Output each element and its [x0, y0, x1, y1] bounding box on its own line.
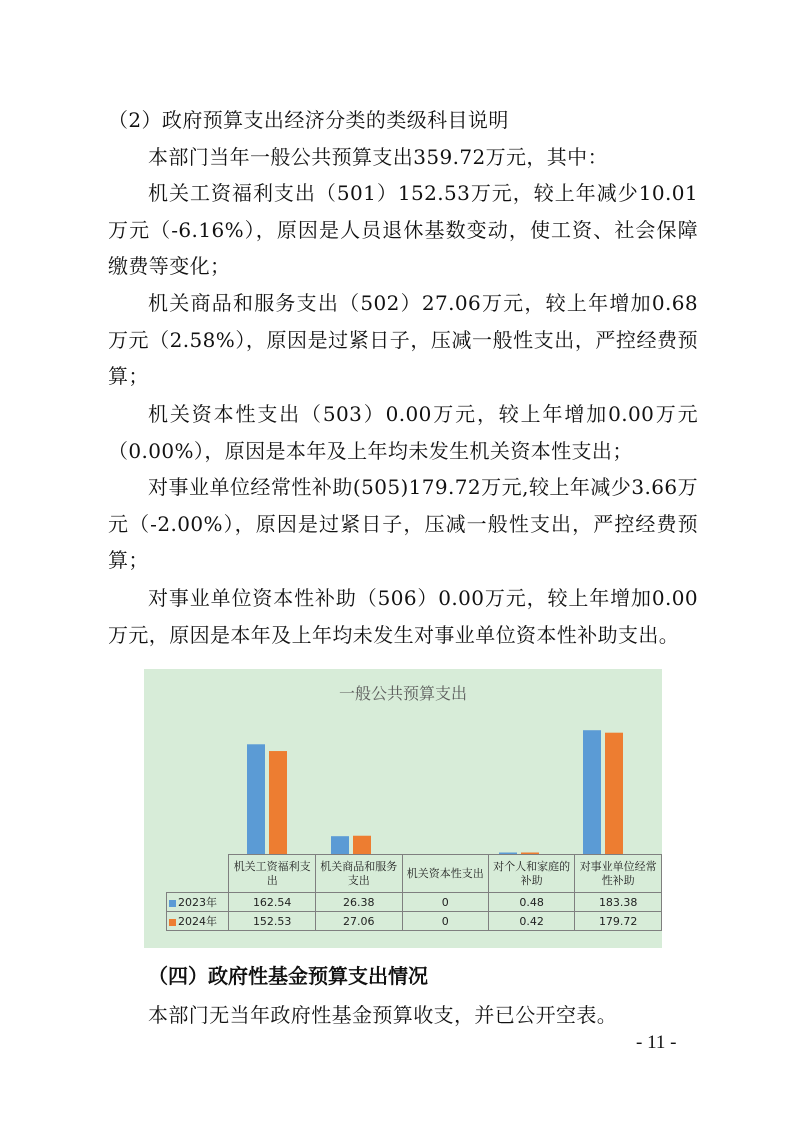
- paragraph-506: 对事业单位资本性补助（506）0.00万元，较上年增加0.00万元，原因是本年及上年均未发生对事业单位资本性补助支出。: [108, 586, 698, 647]
- paragraph-505: 对事业单位经常性补助(505)179.72万元,较上年减少3.66万元（-2.00%），原因是过紧日子，压减一般性支出，严控经费预算；: [108, 475, 698, 572]
- data-label: 183.38: [575, 893, 662, 912]
- data-label: 27.06: [315, 912, 402, 931]
- bar-2024年-1: [269, 751, 287, 854]
- data-label: 0: [402, 912, 488, 931]
- data-label: 0.48: [488, 893, 574, 912]
- category-label: 机关商品和服务支出: [315, 855, 402, 893]
- paragraph-502: 机关商品和服务支出（502）27.06万元，较上年增加0.68万元（2.58%），原因是过紧日子，压减一般性支出，严控经费预算；: [108, 291, 698, 388]
- chart-data-table: [166, 854, 662, 931]
- chart-title: 一般公共预算支出: [338, 684, 467, 703]
- category-label: 对个人和家庭的补助: [488, 855, 574, 893]
- section-heading: （四）政府性基金预算支出情况: [148, 964, 428, 988]
- data-label: 179.72: [575, 912, 662, 931]
- intro-paragraph: 本部门当年一般公共预算支出359.72万元，其中：: [148, 145, 608, 169]
- legend-label: 2023年: [178, 896, 217, 909]
- table-row-2024: [167, 912, 662, 931]
- data-label: 0: [402, 893, 488, 912]
- table-row-2023: [167, 893, 662, 912]
- legend-label: 2024年: [178, 915, 217, 928]
- paragraph-501: 机关工资福利支出（501）152.53万元，较上年减少10.01万元（-6.16%），原因是人员退休基数变动，使工资、社会保障缴费等变化；: [108, 181, 698, 278]
- category-label: 机关资本性支出: [402, 855, 488, 893]
- category-label: 机关工资福利支出: [229, 855, 316, 893]
- bar-2023年-5: [583, 730, 601, 854]
- bar-2023年-1: [247, 744, 265, 854]
- data-label: 26.38: [315, 893, 402, 912]
- subsection-title: （2）政府预算支出经济分类的类级科目说明: [108, 108, 509, 132]
- data-label: 152.53: [229, 912, 316, 931]
- bar-2024年-5: [605, 733, 623, 854]
- section-paragraph: 本部门无当年政府性基金预算收支，并已公开空表。: [148, 1003, 618, 1027]
- paragraph-503: 机关资本性支出（503）0.00万元，较上年增加0.00万元（0.00%），原因是本年及上年均未发生机关资本性支出；: [108, 402, 698, 463]
- bar-2023年-2: [331, 836, 349, 854]
- legend-swatch: [169, 919, 176, 926]
- legend-2023: [167, 893, 229, 912]
- data-label: 162.54: [229, 893, 316, 912]
- legend-swatch: [169, 900, 176, 907]
- data-label: 0.42: [488, 912, 574, 931]
- table-header-row: [167, 855, 662, 893]
- page-number: - 11 -: [636, 1032, 677, 1053]
- budget-chart: [144, 669, 662, 948]
- bar-2024年-2: [353, 836, 371, 854]
- category-label: 对事业单位经常性补助: [575, 855, 662, 893]
- legend-2024: [167, 912, 229, 931]
